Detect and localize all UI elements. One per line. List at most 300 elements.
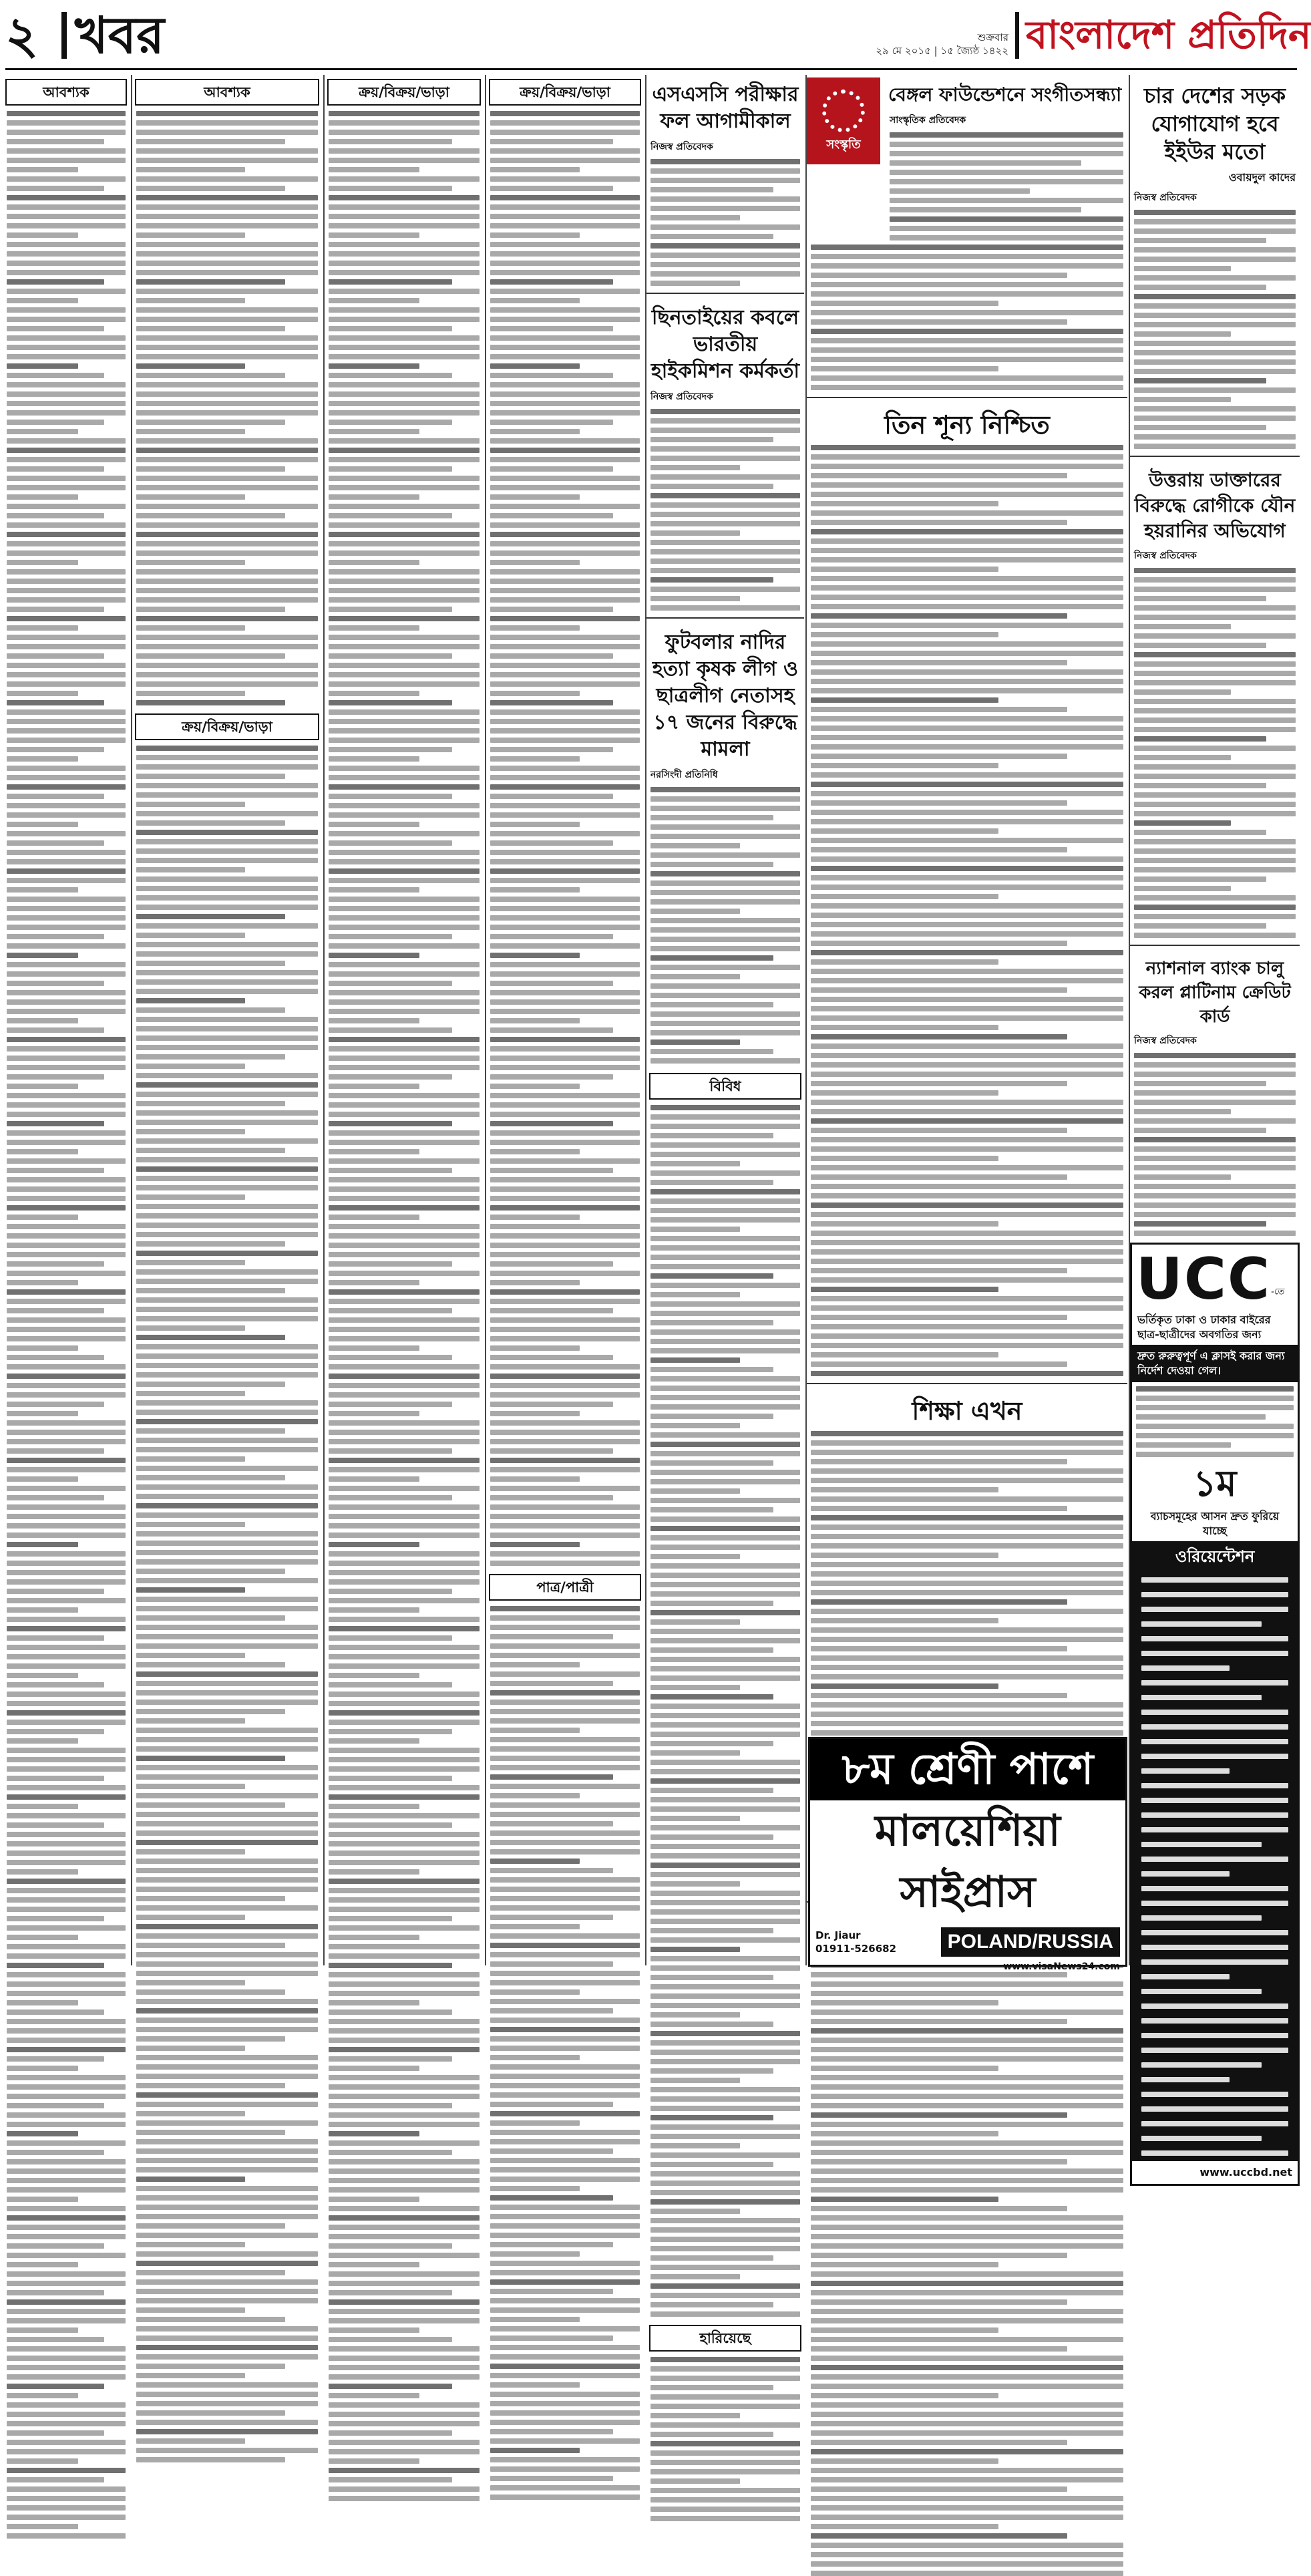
text-line — [490, 1859, 580, 1864]
text-line — [811, 1315, 1067, 1320]
text-line — [136, 1419, 318, 1424]
classified-text — [132, 746, 322, 2462]
text-line — [329, 2430, 452, 2436]
text-line — [490, 2448, 580, 2453]
text-line — [650, 1675, 800, 1681]
text-line — [136, 2251, 318, 2257]
text-line — [490, 2148, 613, 2154]
text-line — [136, 1578, 318, 1583]
text-line — [136, 1297, 318, 1303]
text-line — [490, 251, 640, 257]
text-line — [650, 2068, 773, 2074]
text-line — [490, 925, 640, 930]
text-line — [490, 2336, 613, 2341]
text-line — [7, 2187, 126, 2193]
text-line — [811, 1034, 1067, 1039]
text-line — [7, 1991, 126, 1996]
news-column-5 — [646, 77, 804, 2346]
text-line — [650, 1395, 800, 1400]
text-line — [329, 569, 480, 575]
text-line — [136, 1961, 318, 1967]
text-line — [811, 1240, 1123, 1245]
text-line — [811, 2524, 998, 2529]
text-line — [650, 2366, 800, 2372]
text-line — [136, 2392, 318, 2397]
text-line — [136, 616, 318, 621]
text-line — [329, 251, 480, 257]
text-line — [329, 2047, 480, 2052]
text-line — [136, 279, 285, 285]
text-line — [7, 1551, 126, 1557]
text-line — [7, 1682, 104, 1687]
text-line — [136, 1335, 285, 1340]
text-line — [1141, 1636, 1288, 1641]
ad-phone: 01911-526682 — [815, 1943, 897, 1955]
text-line — [7, 859, 126, 864]
text-line — [329, 335, 480, 341]
text-line — [329, 382, 480, 387]
text-line — [1134, 802, 1296, 807]
text-line — [490, 1317, 640, 1323]
text-line — [329, 2150, 452, 2155]
text-line — [136, 802, 245, 807]
text-line — [329, 391, 480, 397]
text-line — [650, 2115, 773, 2120]
text-line — [1136, 1452, 1294, 1457]
text-line — [7, 335, 126, 341]
text-line — [329, 1374, 480, 1379]
text-line — [329, 850, 480, 855]
text-line — [650, 2059, 800, 2064]
text-line — [811, 660, 1067, 665]
text-line — [490, 2345, 640, 2350]
text-line — [650, 937, 800, 942]
text-line — [1134, 774, 1296, 779]
text-line — [329, 158, 480, 163]
text-line — [811, 1972, 1067, 1977]
text-line — [811, 2234, 1123, 2239]
text-line — [1134, 792, 1296, 798]
text-line — [329, 560, 419, 565]
text-line — [329, 2168, 480, 2174]
text-line — [811, 529, 1123, 534]
text-line — [1134, 257, 1296, 262]
text-line — [490, 1877, 640, 1883]
text-line — [329, 1037, 480, 1042]
text-line — [329, 1364, 480, 1370]
text-line — [136, 2438, 245, 2444]
text-line — [136, 232, 245, 238]
text-line — [811, 2402, 1123, 2408]
text-line — [7, 223, 126, 228]
text-line — [7, 2019, 126, 2024]
text-line — [7, 1617, 126, 1622]
text-line — [7, 1046, 126, 1052]
text-line — [490, 990, 640, 995]
text-line — [490, 1709, 640, 1714]
text-line — [811, 454, 1123, 460]
text-line — [329, 1710, 480, 1716]
text-line — [811, 1683, 998, 1689]
text-line — [1134, 1202, 1296, 1208]
text-line — [7, 120, 126, 126]
text-line — [650, 899, 800, 905]
text-line — [136, 792, 318, 798]
text-line — [7, 1738, 78, 1744]
text-line — [7, 2150, 104, 2155]
text-line — [650, 1582, 800, 1587]
text-line — [490, 2018, 640, 2023]
text-line — [136, 560, 245, 565]
text-line — [490, 1746, 640, 1752]
text-line — [811, 1496, 1123, 1502]
text-line — [1134, 1174, 1231, 1180]
text-line — [329, 1972, 480, 1977]
text-line — [136, 2326, 318, 2331]
article-text — [646, 409, 804, 611]
text-line — [490, 775, 640, 780]
text-line — [7, 1140, 126, 1145]
text-line — [136, 2448, 318, 2453]
text-line — [650, 1853, 800, 1859]
text-line — [650, 1208, 800, 1213]
text-line — [329, 2440, 480, 2445]
text-line — [7, 345, 126, 350]
text-line — [811, 1090, 998, 1096]
text-line — [136, 1007, 285, 1013]
text-line — [1134, 1109, 1231, 1114]
text-line — [650, 955, 773, 961]
text-line — [490, 270, 640, 275]
text-line — [490, 176, 640, 182]
text-line — [7, 2318, 126, 2323]
text-line — [890, 207, 1081, 212]
text-line — [1141, 1798, 1288, 1803]
text-line — [650, 1629, 800, 1634]
text-line — [811, 1590, 1123, 1595]
text-line — [1134, 1062, 1296, 1068]
text-line — [329, 2384, 452, 2389]
text-line — [136, 2364, 285, 2369]
text-line — [811, 997, 1123, 1002]
text-line — [490, 522, 640, 528]
text-line — [1134, 387, 1296, 393]
text-line — [1134, 1231, 1296, 1236]
text-line — [329, 1411, 419, 1416]
text-line — [490, 616, 640, 621]
text-line — [811, 856, 1123, 862]
text-line — [329, 1215, 419, 1220]
text-line — [811, 894, 998, 899]
text-line — [136, 1148, 285, 1153]
text-line — [650, 815, 773, 820]
text-line — [136, 2279, 318, 2285]
text-line — [329, 2356, 480, 2361]
text-line — [490, 2167, 640, 2172]
text-line — [490, 1971, 640, 1976]
text-line — [811, 2019, 1067, 2024]
text-line — [329, 2374, 480, 2380]
text-line — [329, 1879, 480, 1884]
text-line — [7, 2056, 104, 2062]
text-line — [811, 2384, 1123, 2389]
text-line — [7, 2262, 78, 2267]
text-line — [811, 978, 1123, 983]
text-line — [650, 1283, 800, 1288]
text-line — [329, 2412, 480, 2417]
text-line — [811, 604, 1123, 609]
text-line — [7, 1766, 126, 1772]
text-line — [7, 1317, 126, 1323]
text-line — [490, 1392, 640, 1398]
text-line — [136, 466, 285, 472]
text-line — [1134, 247, 1296, 253]
text-line — [490, 1084, 580, 1089]
text-line — [490, 569, 640, 575]
text-line — [650, 540, 800, 545]
text-line — [490, 130, 640, 135]
text-line — [811, 1287, 998, 1292]
text-line — [811, 2000, 998, 2005]
text-line — [650, 1470, 800, 1475]
text-line — [811, 254, 1123, 259]
text-line — [136, 858, 318, 863]
text-line — [490, 1233, 640, 1239]
text-line — [490, 728, 640, 734]
text-line — [490, 579, 640, 584]
text-line — [650, 880, 800, 886]
text-line — [329, 1121, 452, 1126]
text-line — [490, 2326, 640, 2331]
text-line — [7, 2215, 126, 2221]
masthead: বাংলাদেশ প্রতিদিন — [1026, 12, 1311, 57]
text-line — [650, 1236, 800, 1241]
text-line — [490, 2130, 640, 2135]
text-line — [490, 2354, 640, 2360]
text-line — [1134, 1128, 1266, 1133]
text-line — [136, 2298, 318, 2303]
article-text — [1130, 568, 1300, 938]
text-line — [329, 1748, 480, 1753]
text-line — [7, 1215, 78, 1220]
text-line — [490, 906, 640, 911]
text-line — [136, 522, 318, 528]
text-line — [7, 2009, 104, 2015]
text-line — [7, 2384, 104, 2389]
byline: নিজস্ব প্রতিবেদক — [650, 391, 713, 402]
text-line — [811, 2449, 1123, 2454]
text-line — [7, 363, 78, 369]
text-line — [811, 828, 998, 834]
text-line — [650, 1011, 800, 1017]
text-line — [7, 186, 104, 191]
text-line — [136, 1325, 245, 1331]
text-line — [1134, 633, 1296, 639]
text-line — [811, 2374, 1123, 2380]
text-line — [1141, 2106, 1288, 2112]
text-line — [1134, 736, 1266, 742]
text-line — [7, 766, 126, 771]
text-line — [329, 2000, 419, 2005]
text-line — [811, 2337, 1123, 2342]
text-line — [7, 1542, 78, 1547]
text-line — [490, 111, 640, 116]
text-line — [329, 1327, 480, 1332]
text-line — [7, 2066, 78, 2071]
text-line — [7, 1430, 126, 1435]
text-line — [811, 866, 1123, 871]
text-line — [7, 2131, 78, 2136]
text-line — [7, 2365, 126, 2370]
text-line — [650, 1423, 740, 1428]
text-line — [811, 2253, 1067, 2258]
text-line — [7, 2299, 126, 2305]
text-line — [1141, 2077, 1230, 2082]
text-line — [811, 2215, 1123, 2221]
text-line — [7, 1729, 104, 1734]
text-line — [490, 803, 640, 808]
text-line — [329, 2206, 480, 2211]
text-line — [650, 1142, 800, 1148]
header-divider — [61, 12, 67, 59]
text-line — [490, 1065, 640, 1070]
text-line — [7, 1794, 126, 1800]
text-line — [7, 2515, 126, 2520]
text-line — [136, 2195, 318, 2201]
text-line — [7, 784, 126, 790]
text-line — [811, 2318, 1123, 2323]
text-line — [490, 1849, 640, 1855]
text-line — [811, 931, 1123, 937]
text-line — [650, 1657, 800, 1662]
text-line — [1141, 1842, 1262, 1847]
text-line — [490, 2457, 640, 2462]
text-line — [136, 569, 318, 575]
text-line — [811, 1305, 1123, 1311]
text-line — [650, 1442, 800, 1447]
sanskriti-logo — [807, 77, 880, 164]
text-line — [136, 420, 285, 425]
text-line — [7, 438, 126, 444]
text-line — [136, 1157, 318, 1162]
text-line — [136, 961, 285, 966]
text-line — [1134, 425, 1266, 430]
text-line — [7, 1523, 126, 1528]
text-line — [329, 1383, 480, 1388]
text-line — [329, 962, 480, 967]
text-line — [811, 1296, 1123, 1301]
text-line — [7, 999, 126, 1005]
text-line — [490, 2373, 640, 2378]
text-line — [136, 2036, 285, 2042]
text-line — [490, 2205, 640, 2210]
text-line — [650, 1816, 740, 1821]
text-line — [490, 485, 640, 490]
text-line — [136, 1933, 318, 1939]
section-title: খবর — [75, 5, 165, 65]
text-line — [650, 2274, 740, 2279]
text-line — [490, 1486, 640, 1491]
text-line — [490, 784, 640, 790]
byline: সাংস্কৃতিক প্রতিবেদক — [890, 115, 966, 126]
text-line — [1134, 643, 1266, 648]
text-line — [136, 1550, 318, 1555]
text-line — [650, 1273, 773, 1279]
text-line — [650, 1105, 800, 1110]
text-line — [1141, 1827, 1288, 1832]
text-line — [329, 1261, 452, 1267]
text-line — [136, 1690, 318, 1696]
text-line — [7, 1084, 78, 1089]
text-line — [329, 1271, 480, 1276]
text-line — [811, 1506, 1067, 1511]
text-line — [329, 1757, 480, 1762]
text-line — [136, 391, 318, 397]
text-line — [811, 1361, 1067, 1367]
text-line — [811, 464, 1123, 469]
text-line — [490, 223, 640, 228]
text-line — [7, 139, 104, 144]
text-line — [1134, 416, 1296, 421]
text-line — [136, 1541, 318, 1546]
text-line — [7, 2524, 78, 2529]
text-line — [811, 1352, 998, 1357]
text-line — [811, 282, 1123, 287]
text-line — [329, 345, 480, 350]
text-line — [7, 550, 126, 556]
bengal-story — [807, 77, 1127, 240]
text-line — [1141, 1915, 1262, 1921]
text-line — [650, 1311, 800, 1316]
text-line — [329, 1991, 480, 1996]
text-line — [1134, 313, 1296, 318]
text-line — [650, 871, 800, 876]
text-line — [136, 223, 318, 228]
text-line — [7, 1888, 126, 1893]
text-line — [329, 878, 480, 883]
text-line — [650, 1741, 773, 1746]
text-line — [7, 2281, 126, 2286]
ad-headline-2: মালয়েশিয়া সাইপ্রাস — [875, 1806, 1061, 1917]
text-line — [329, 588, 480, 593]
text-line — [1141, 1945, 1288, 1950]
text-line — [329, 130, 480, 135]
text-line — [7, 616, 126, 621]
article-text — [807, 1944, 1127, 2576]
text-line — [1134, 322, 1296, 327]
text-line — [7, 1776, 104, 1781]
text-line — [811, 2112, 1067, 2118]
text-line — [1134, 764, 1296, 770]
text-line — [329, 1027, 452, 1033]
text-line — [136, 951, 318, 957]
classified-column-1 — [3, 77, 130, 1969]
text-line — [7, 2337, 104, 2342]
text-line — [136, 1662, 285, 1667]
text-line — [329, 1224, 480, 1229]
section-header: আবশ্যক — [5, 79, 127, 106]
text-line — [7, 663, 126, 668]
text-line — [811, 2150, 1123, 2155]
text-line — [329, 1299, 480, 1304]
classified-text — [646, 1105, 804, 2317]
text-line — [650, 2283, 800, 2289]
text-line — [650, 428, 800, 433]
text-line — [811, 2486, 1067, 2492]
text-line — [7, 1514, 126, 1519]
text-line — [7, 176, 126, 182]
text-line — [650, 1255, 800, 1260]
